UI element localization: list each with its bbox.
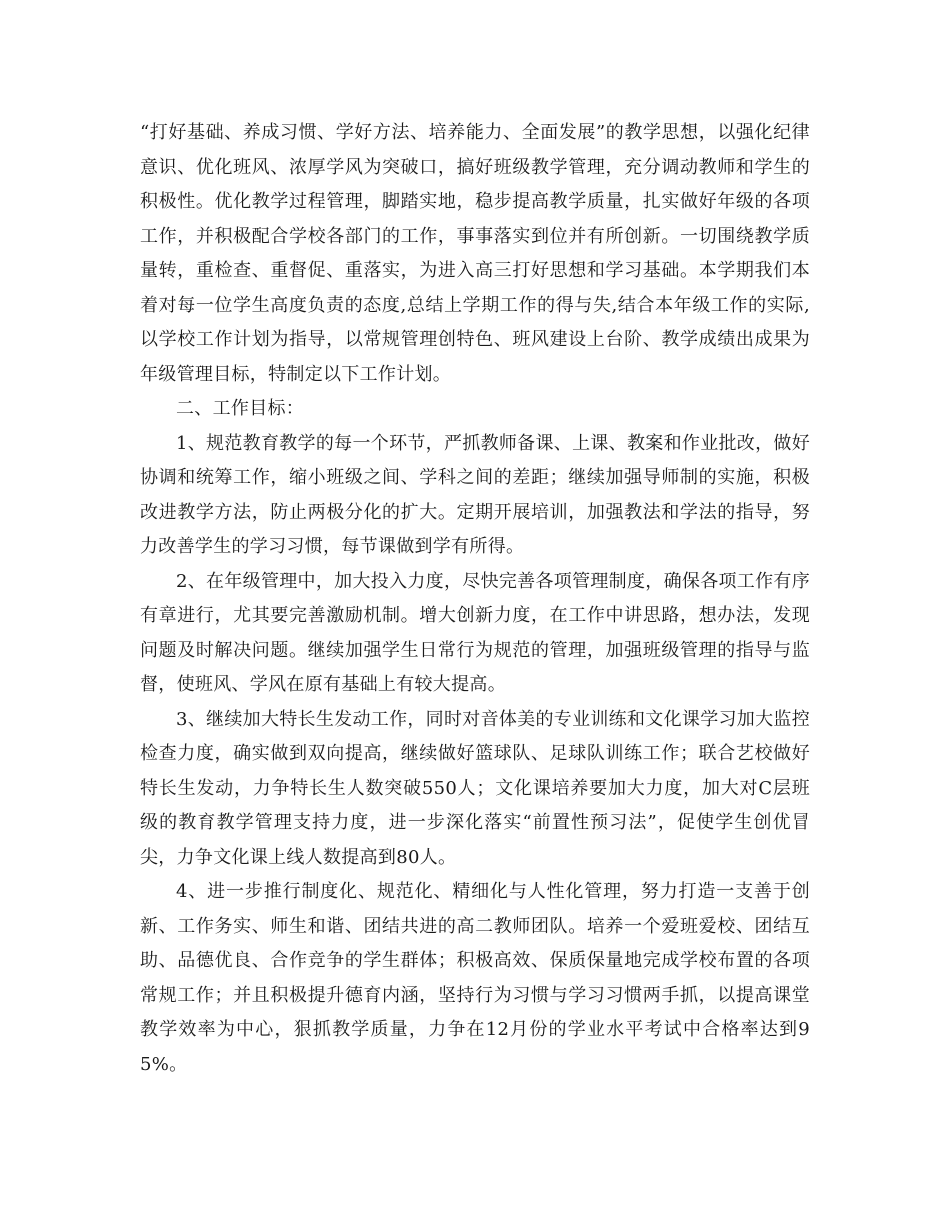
goal-paragraph-1: 1、规范教育教学的每一个环节，严抓教师备课、上课、教案和作业批改，做好协调和统筹工作，缩小班级之间、学科之间的差距；继续加强导师制的实施，积极改进教学方法，防止两极分化的扩大。定期开展培训，加强教法和学法的指导，努力改善学生的学习习惯，每节课做到学有所得。 [140,432,810,557]
goal-paragraph-3: 3、继续加大特长生发动工作，同时对音体美的专业训练和文化课学习加大监控检查力度，确实做到双向提高，继续做好篮球队、足球队训练工作；联合艺校做好特长生发动，力争特长生人数突破550人；文化课培养要加大力度，加大对C层班级的教育教学管理支持力度，进一步深化落实“前置性预习法”，促使学生创优冒尖，力争文化课上线人数提高到80人。 [140,708,810,868]
goal-paragraph-2: 2、在年级管理中，加大投入力度，尽快完善各项管理制度，确保各项工作有序有章进行，尤其要完善激励机制。增大创新力度，在工作中讲思路，想办法，发现问题及时解决问题。继续加强学生日常行为规范的管理，加强班级管理的指导与监督，使班风、学风在原有基础上有较大提高。 [140,570,810,695]
section-heading-work-goals: 二、工作目标： [176,398,305,419]
intro-paragraph: “打好基础、养成习惯、学好方法、培养能力、全面发展”的教学思想，以强化纪律意识、优化班风、浓厚学风为突破口，搞好班级教学管理，充分调动教师和学生的积极性。优化教学过程管理，脚踏实地，稳步提高教学质量，扎实做好年级的各项工作，并积极配合学校各部门的工作，事事落实到位并有所创新。一切围绕教学质量转，重检查、重督促、重落实，为进入高三打好思想和学习基础。本学期我们本着对每一位学生高度负责的态度,总结上学期工作的得与失,结合本年级工作的实际,以学校工作计划为指导，以常规管理创特色、班风建设上台阶、教学成绩出成果为年级管理目标，特制定以下工作计划。 [140,122,810,385]
goal-paragraph-4: 4、进一步推行制度化、规范化、精细化与人性化管理，努力打造一支善于创新、工作务实、师生和谐、团结共进的高二教师团队。培养一个爱班爱校、团结互助、品德优良、合作竞争的学生群体；积极高效、保质保量地完成学校布置的各项常规工作；并且积极提升德育内涵，坚持行为习惯与学习习惯两手抓，以提高课堂教学效率为中心，狠抓教学质量，力争在12月份的学业水平考试中合格率达到95%。 [140,881,810,1075]
